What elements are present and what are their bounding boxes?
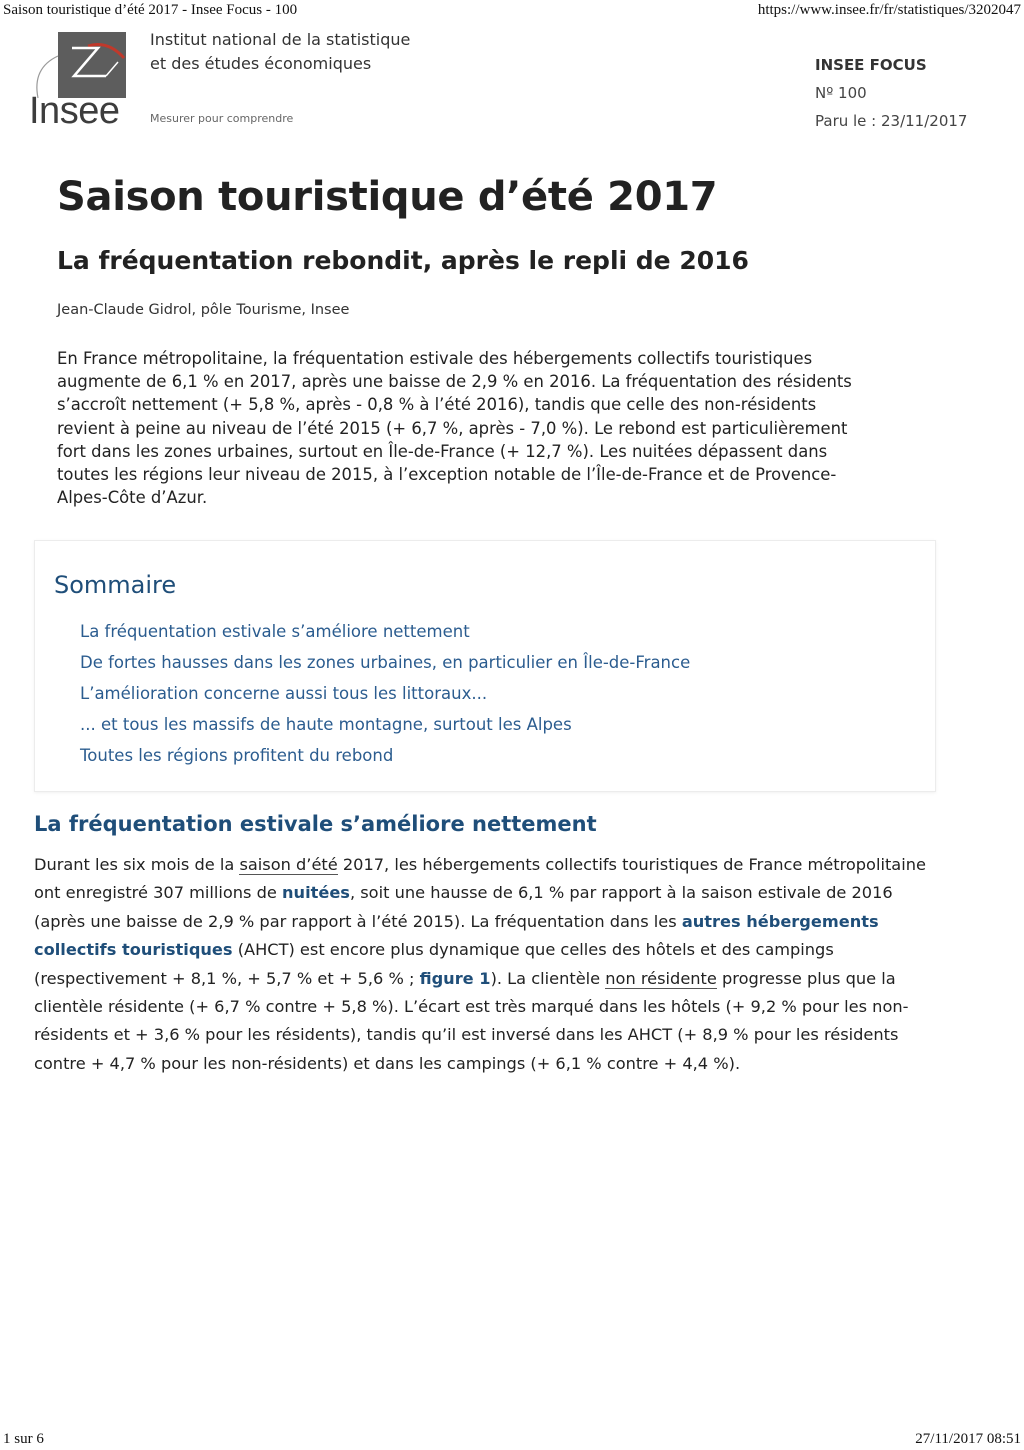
institute-line-2: et des études économiques	[150, 54, 372, 73]
section-title: La fréquentation estivale s’améliore nettement	[34, 812, 597, 836]
publication-info	[815, 56, 967, 140]
text-run: (AHCT) est encore plus dynamique que celles des hôtels et des campings (respectivement + 8,1 %, + 5,7 % et + 5,6 % ;	[34, 940, 834, 988]
glossary-link-saison[interactable]: saison d’été	[239, 855, 338, 874]
sommaire-link[interactable]: De fortes hausses dans les zones urbaines, en particulier en Île-de-France	[80, 653, 691, 672]
print-header	[0, 2, 1024, 19]
logo-word: Insee	[29, 90, 120, 132]
sommaire-link[interactable]: Toutes les régions profitent du rebond	[80, 746, 394, 765]
sommaire-link[interactable]: La fréquentation estivale s’améliore nettement	[80, 622, 470, 641]
page-counter: 1 sur 6	[3, 1431, 44, 1447]
print-datetime: 27/11/2017 08:51	[915, 1431, 1021, 1447]
text-run: Durant les six mois de la	[34, 855, 240, 874]
sommaire-heading: Sommaire	[54, 571, 177, 599]
tagline: Mesurer pour comprendre	[150, 112, 294, 125]
figure-link[interactable]: figure 1	[419, 968, 491, 988]
sommaire-list	[80, 616, 690, 771]
sommaire-link[interactable]: L’amélioration concerne aussi tous les littoraux...	[80, 684, 488, 703]
institute-line-1: Institut national de la statistique	[150, 30, 411, 49]
institute-name	[150, 28, 410, 76]
text-run: ). La clientèle	[490, 968, 606, 988]
publication-number: Nº 100	[815, 84, 867, 102]
sommaire-link[interactable]: ... et tous les massifs de haute montagne, surtout les Alpes	[80, 715, 572, 734]
publication-date: Paru le : 23/11/2017	[815, 112, 968, 130]
author-line: Jean-Claude Gidrol, pôle Tourisme, Insee	[57, 302, 350, 318]
glossary-link-nuitees[interactable]: nuitées	[282, 883, 350, 903]
sommaire-box	[34, 540, 936, 792]
print-footer	[0, 1431, 1024, 1448]
section-paragraph	[34, 851, 934, 1078]
logo-mark	[58, 32, 126, 98]
glossary-link-ahct[interactable]: autres hébergements collectifs touristiques	[34, 911, 879, 960]
logo-z-icon	[58, 32, 126, 98]
text-run: progresse plus que la clientèle résidente (+ 6,7 % contre + 5,8 %). L’écart est très marqué dans les hôtels (+ 9,2 % pour les non-résidents et + 3,6 % pour les résidents), tandis qu’il est inversé dans les AHCT (+ 8,9 % pour les résidents contre + 4,7 % pour les non-résidents) et dans les campings (+ 6,1 % contre + 4,4 %).	[34, 968, 909, 1073]
glossary-link-nonresidente[interactable]: non résidente	[605, 968, 717, 988]
publication-series[interactable]: INSEE FOCUS	[815, 56, 927, 74]
text-run: , soit une hausse de 6,1 % par rapport à la saison estivale de 2016 (après une baisse de 2,9 % par rapport à l’été 2015). La fréquentation dans les	[34, 883, 893, 931]
insee-logo[interactable]	[28, 32, 128, 132]
lead-paragraph: En France métropolitaine, la fréquentation estivale des hébergements collectifs touristiques augmente de 6,1 % en 2017, après une baisse de 2,9 % en 2016. La fréquentation des résidents s’accroît nettement (+ 5,8 %, après - 0,8 % à l’été 2016), tandis que celle des non-résidents revient à peine au niveau de l’été 2015 (+ 6,7 %, après - 7,0 %). Le rebond est particulièrement fort dans les zones urbaines, surtout en Île-de-France (+ 12,7 %). Les nuitées dépassent dans toutes les régions leur niveau de 2015, à l’exception notable de l’Île-de-France et de Provence-Alpes-Côte d’Azur.	[57, 349, 852, 508]
text-run: 2017, les hébergements collectifs touristiques de France métropolitaine ont enregistré 307 millions de	[34, 855, 926, 903]
page-subtitle: La fréquentation rebondit, après le repli de 2016	[57, 246, 749, 275]
print-header-title: Saison touristique d’été 2017 - Insee Focus - 100	[3, 2, 298, 18]
page-title: Saison touristique d’été 2017	[57, 174, 718, 220]
print-header-url[interactable]: https://www.insee.fr/fr/statistiques/3202047	[757, 2, 1021, 18]
